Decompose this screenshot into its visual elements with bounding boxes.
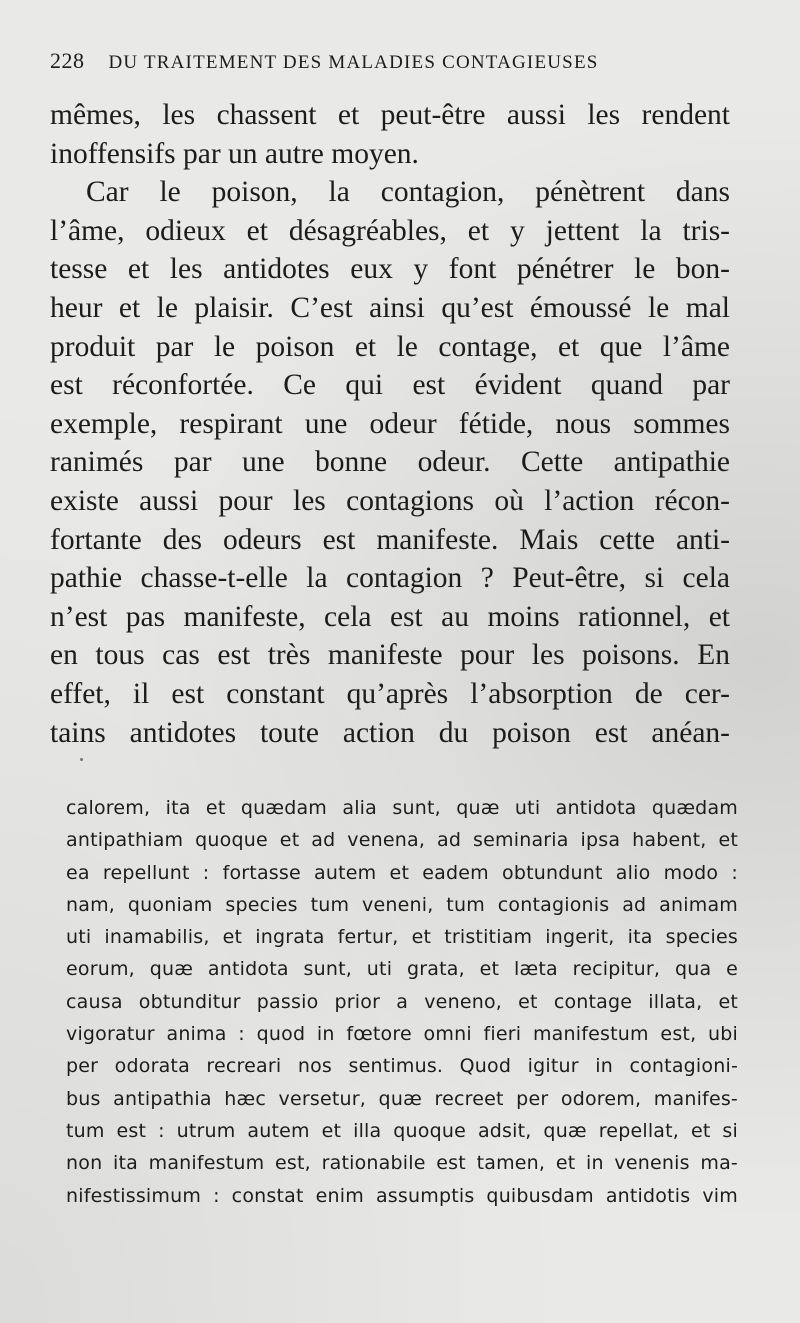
text-line: l’âme, odieux et désagréables, et y jettent la tris- [50,214,730,247]
footnote-line: non ita manifestum est, rationabile est tamen, et in venenis ma- [66,1152,738,1175]
footnote-line: calorem, ita et quædam alia sunt, quæ uti antidota quædam [66,797,738,819]
footnote-line: per odorata recreari nos sentimus. Quod igitur in contagioni- [66,1055,738,1078]
main-text [50,96,730,752]
page-number: 228 [50,48,85,73]
text-line: mêmes, les chassent et peut-être aussi les rendent [50,99,730,131]
footnote-line: tum est : utrum autem et illa quoque adsit, quæ repellat, et si [66,1119,738,1142]
footnote-line: ea repellunt : fortasse autem et eadem obtundunt alio modo : [66,861,738,884]
footnote [66,792,738,1212]
text-line: tesse et les antidotes eux y font pénétrer le bon- [50,253,730,286]
footnote-line: causa obtunditur passio prior a veneno, et contage illata, et [66,990,738,1013]
footnote-line: uti inamabilis, et ingrata fertur, et tristitiam ingerit, ita species [66,926,738,949]
running-head [50,48,730,74]
footnote-line: bus antipathia hæc versetur, quæ recreet per odorem, manifes- [66,1087,738,1110]
text-line: n’est pas manifeste, cela est au moins rationnel, et [50,600,730,633]
footnote-line: nam, quoniam species tum veneni, tum contagionis ad animam [66,893,738,916]
print-speck [80,758,83,761]
text-line: exemple, respirant une odeur fétide, nous sommes [50,407,730,440]
footnote-line: nifestissimum : constat enim assumptis quibusdam antidotis vim [66,1184,738,1207]
text-line: est réconfortée. Ce qui est évident quand par [50,369,730,402]
footnote-line: eorum, quæ antidota sunt, uti grata, et læta recipitur, qua e [66,958,738,981]
running-title: DU TRAITEMENT DES MALADIES CONTAGIEUSES [108,52,599,73]
text-line: pathie chasse-t-elle la contagion ? Peut-être, si cela [50,562,730,595]
footnote-line: antipathiam quoque et ad venena, ad seminaria ipsa habent, et [66,829,738,852]
text-line: inoffensifs par un autre moyen. [50,137,419,170]
text-line: existe aussi pour les contagions où l’action récon- [50,484,730,517]
text-line: en tous cas est très manifeste pour les poisons. En [50,639,730,672]
text-line: ranimés par une bonne odeur. Cette antipathie [50,446,730,479]
text-line: effet, il est constant qu’après l’absorption de cer- [50,677,730,710]
text-line: fortante des odeurs est manifeste. Mais cette anti- [50,523,730,556]
text-line: produit par le poison et le contage, et que l’âme [50,330,730,363]
text-line: Car le poison, la contagion, pénètrent dans [86,176,730,209]
text-line: tains antidotes toute action du poison est anéan- [50,716,730,749]
text-line: heur et le plaisir. C’est ainsi qu’est émoussé le mal [50,291,730,324]
footnote-line: vigoratur anima : quod in fœtore omni fieri manifestum est, ubi [66,1023,738,1046]
